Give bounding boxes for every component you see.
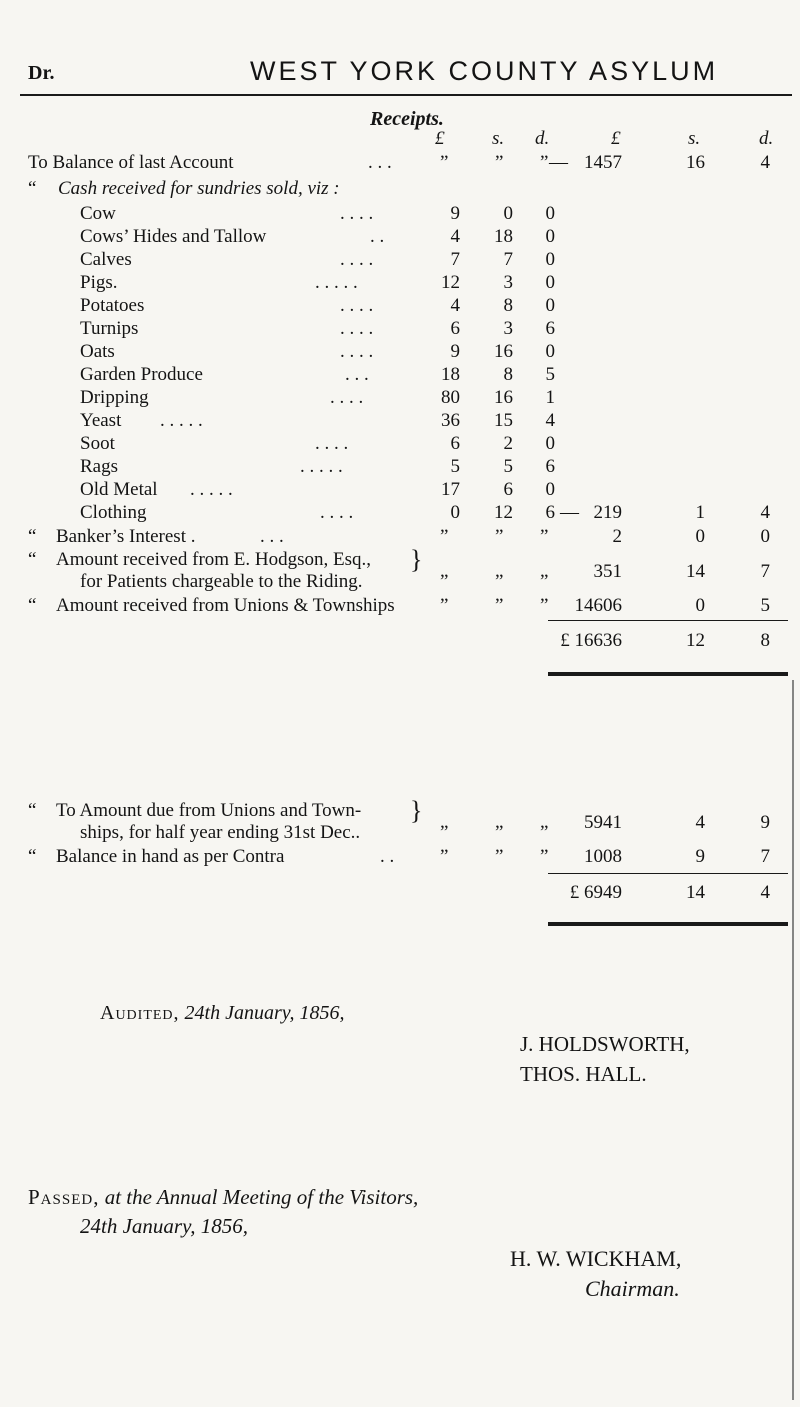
list-item [0, 318, 800, 341]
col-pound: £ [435, 128, 445, 149]
item-l: 4 [450, 295, 460, 316]
balance-row [0, 152, 800, 175]
sundries-total-d: 4 [760, 502, 770, 523]
hodgson-d: 7 [760, 561, 770, 582]
chairman-title: Chairman. [585, 1276, 680, 1301]
quote-mark: “ [28, 526, 37, 547]
ditto-mark: ” [495, 571, 504, 592]
list-item [0, 295, 800, 318]
leader: . . [370, 226, 385, 247]
item-l: 4 [450, 226, 460, 247]
col-pound-2: £ [611, 128, 621, 149]
item-d: 0 [545, 433, 555, 454]
col-pence: d. [535, 128, 550, 149]
item-label: Pigs. [80, 272, 118, 293]
total-1-s: 12 [686, 630, 705, 651]
due-l: 5941 [584, 812, 622, 833]
item-label: Clothing [80, 502, 147, 523]
list-item [0, 249, 800, 272]
item-d: 6 [545, 456, 555, 477]
header-rule [20, 94, 792, 96]
bankers-d: 0 [760, 526, 770, 547]
hand-s: 9 [695, 846, 705, 867]
bankers-row [0, 526, 800, 549]
item-l: 9 [450, 341, 460, 362]
leader: . . . . . [300, 456, 343, 477]
item-l: 9 [450, 203, 460, 224]
total-1-row [0, 630, 800, 653]
hodgson-line-1: Amount received from E. Hodgson, Esq., [56, 549, 372, 570]
list-item [0, 364, 800, 387]
item-label: Soot [80, 433, 115, 454]
total-rule [548, 672, 788, 676]
item-l: 7 [450, 249, 460, 270]
quote-mark: “ [28, 178, 37, 199]
ditto-mark: ” [440, 526, 449, 547]
passed-prefix: Passed, [28, 1185, 100, 1209]
leader: . . . . [320, 502, 354, 523]
item-d: 0 [545, 341, 555, 362]
page-edge [792, 680, 794, 1400]
item-d: 5 [545, 364, 555, 385]
hodgson-s: 14 [686, 561, 705, 582]
due-line-2: ships, for half year ending 31st Dec.. [80, 822, 361, 843]
list-item [0, 502, 800, 525]
item-d: 0 [545, 272, 555, 293]
item-l: 17 [441, 479, 460, 500]
item-l: 0 [450, 502, 460, 523]
item-label: Turnips [80, 318, 139, 339]
item-label: Dripping [80, 387, 149, 408]
leader: . . . . . [190, 479, 233, 500]
bankers-s: 0 [695, 526, 705, 547]
item-l: 12 [441, 272, 460, 293]
auditor-1: J. HOLDSWORTH, [520, 1032, 690, 1056]
item-l: 6 [450, 318, 460, 339]
ditto-mark: ” [440, 595, 449, 616]
item-d: 6 [545, 318, 555, 339]
item-label: Yeast [80, 410, 122, 431]
dash: — [560, 502, 579, 523]
sum-rule [548, 873, 788, 874]
total-2-s: 14 [686, 882, 705, 903]
item-d: 0 [545, 295, 555, 316]
ditto-mark: ” [495, 152, 504, 173]
chairman-name: H. W. WICKHAM, [510, 1246, 682, 1271]
list-item [0, 433, 800, 456]
item-label: Calves [80, 249, 132, 270]
list-item [0, 226, 800, 249]
ditto-mark: ” [495, 595, 504, 616]
ditto-mark: ” [495, 846, 504, 867]
hodgson-row-2 [0, 561, 800, 594]
item-d: 4 [545, 410, 555, 431]
leader: . . . . . [315, 272, 358, 293]
bankers-label: Banker’s Interest . [56, 526, 196, 547]
sundries-total-s: 1 [695, 502, 705, 523]
unions-d: 5 [760, 595, 770, 616]
leader: . . . . [340, 249, 374, 270]
leader: . . . . [340, 203, 374, 224]
debit-mark: Dr. [28, 62, 55, 84]
due-row-2 [0, 812, 800, 845]
quote-mark: “ [28, 549, 37, 570]
item-s: 16 [494, 387, 513, 408]
unions-row [0, 595, 800, 618]
list-item [0, 479, 800, 502]
ditto-mark: ” [440, 571, 449, 592]
hand-l: 1008 [584, 846, 622, 867]
item-label: Rags [80, 456, 118, 477]
quote-mark: “ [28, 595, 37, 616]
leader: . . . . [340, 341, 374, 362]
receipts-heading: Receipts. [370, 108, 444, 130]
total-1-d: 8 [760, 630, 770, 651]
item-s: 6 [503, 479, 513, 500]
auditor-2: THOS. HALL. [520, 1062, 647, 1086]
ditto-mark: ” [540, 846, 549, 867]
item-s: 8 [503, 364, 513, 385]
item-l: 6 [450, 433, 460, 454]
item-label: Potatoes [80, 295, 145, 316]
balance-s: 16 [686, 152, 705, 173]
item-d: 1 [545, 387, 555, 408]
leader: . . . . [330, 387, 364, 408]
ditto-mark: ” [540, 822, 549, 843]
unions-label: Amount received from Unions & Townships [56, 595, 395, 616]
passed-line-1: at the Annual Meeting of the Visitors, [104, 1185, 419, 1209]
brace: } [410, 545, 423, 574]
passed-date: 24th January, 1856, [80, 1214, 248, 1238]
list-item [0, 203, 800, 226]
list-item [0, 272, 800, 295]
hodgson-l: 351 [593, 561, 622, 582]
total-2-l: £ 6949 [569, 882, 622, 903]
ditto-mark: ” [440, 846, 449, 867]
audit-line [100, 1002, 345, 1025]
bankers-l: 2 [612, 526, 622, 547]
leader: . . . . [340, 295, 374, 316]
item-label: Oats [80, 341, 115, 362]
brace: } [410, 796, 423, 825]
hand-row [0, 846, 800, 869]
leader: . . . . [340, 318, 374, 339]
item-d: 0 [545, 249, 555, 270]
item-s: 3 [503, 318, 513, 339]
ditto-mark: ” [540, 526, 549, 547]
item-l: 36 [441, 410, 460, 431]
item-s: 16 [494, 341, 513, 362]
audit-date: 24th January, 1856, [184, 1002, 345, 1024]
item-label: Old Metal [80, 479, 158, 500]
hodgson-line-2: for Patients chargeable to the Riding. [80, 571, 363, 592]
col-pence-2: d. [759, 128, 774, 149]
due-line-1: To Amount due from Unions and Town- [56, 800, 362, 821]
leader: . . . . . [160, 410, 203, 431]
item-s: 12 [494, 502, 513, 523]
leader: . . . [345, 364, 369, 385]
total-2-d: 4 [760, 882, 770, 903]
hand-d: 7 [760, 846, 770, 867]
due-d: 9 [760, 812, 770, 833]
item-s: 15 [494, 410, 513, 431]
ditto-mark: ” [495, 526, 504, 547]
audit-prefix: Audited, [100, 1002, 180, 1024]
ditto-mark: ” [495, 822, 504, 843]
total-2-row [0, 882, 800, 905]
balance-label: To Balance of last Account [28, 152, 234, 173]
total-1-l: £ 16636 [560, 630, 622, 651]
unions-l: 14606 [574, 595, 622, 616]
item-l: 5 [450, 456, 460, 477]
list-item [0, 341, 800, 364]
item-s: 5 [503, 456, 513, 477]
item-d: 0 [545, 479, 555, 500]
ditto-mark: ” [440, 152, 449, 173]
item-d: 0 [545, 226, 555, 247]
sum-rule [548, 620, 788, 621]
list-item [0, 387, 800, 410]
item-s: 3 [503, 272, 513, 293]
item-d: 6 [545, 502, 555, 523]
item-s: 18 [494, 226, 513, 247]
col-shilling: s. [492, 128, 505, 149]
leader: . . . [260, 526, 284, 547]
list-item [0, 410, 800, 433]
item-l: 80 [441, 387, 460, 408]
item-s: 2 [503, 433, 513, 454]
ditto-mark: ” [540, 152, 549, 173]
page-title: WEST YORK COUNTY ASYLUM [250, 56, 719, 86]
balance-d: 4 [760, 152, 770, 173]
passed-line [28, 1185, 418, 1210]
balance-l: 1457 [584, 152, 622, 173]
item-label: Cow [80, 203, 116, 224]
item-s: 7 [503, 249, 513, 270]
leader: . . . [368, 152, 392, 173]
item-label: Garden Produce [80, 364, 203, 385]
item-s: 8 [503, 295, 513, 316]
leader: . . [380, 846, 395, 867]
total-rule [548, 922, 788, 926]
dash: — [549, 152, 568, 173]
quote-mark: “ [28, 846, 37, 867]
item-label: Cows’ Hides and Tallow [80, 226, 267, 247]
cash-heading-row [0, 178, 800, 201]
list-item [0, 456, 800, 479]
ditto-mark: ” [540, 571, 549, 592]
ditto-mark: ” [540, 595, 549, 616]
item-s: 0 [503, 203, 513, 224]
leader: . . . . [315, 433, 349, 454]
item-l: 18 [441, 364, 460, 385]
item-d: 0 [545, 203, 555, 224]
due-s: 4 [695, 812, 705, 833]
unions-s: 0 [695, 595, 705, 616]
sundries-total-l: 219 [593, 502, 622, 523]
cash-heading: Cash received for sundries sold, viz : [58, 178, 340, 199]
ditto-mark: ” [440, 822, 449, 843]
hand-label: Balance in hand as per Contra [56, 846, 285, 867]
col-shilling-2: s. [688, 128, 701, 149]
quote-mark: “ [28, 800, 37, 821]
